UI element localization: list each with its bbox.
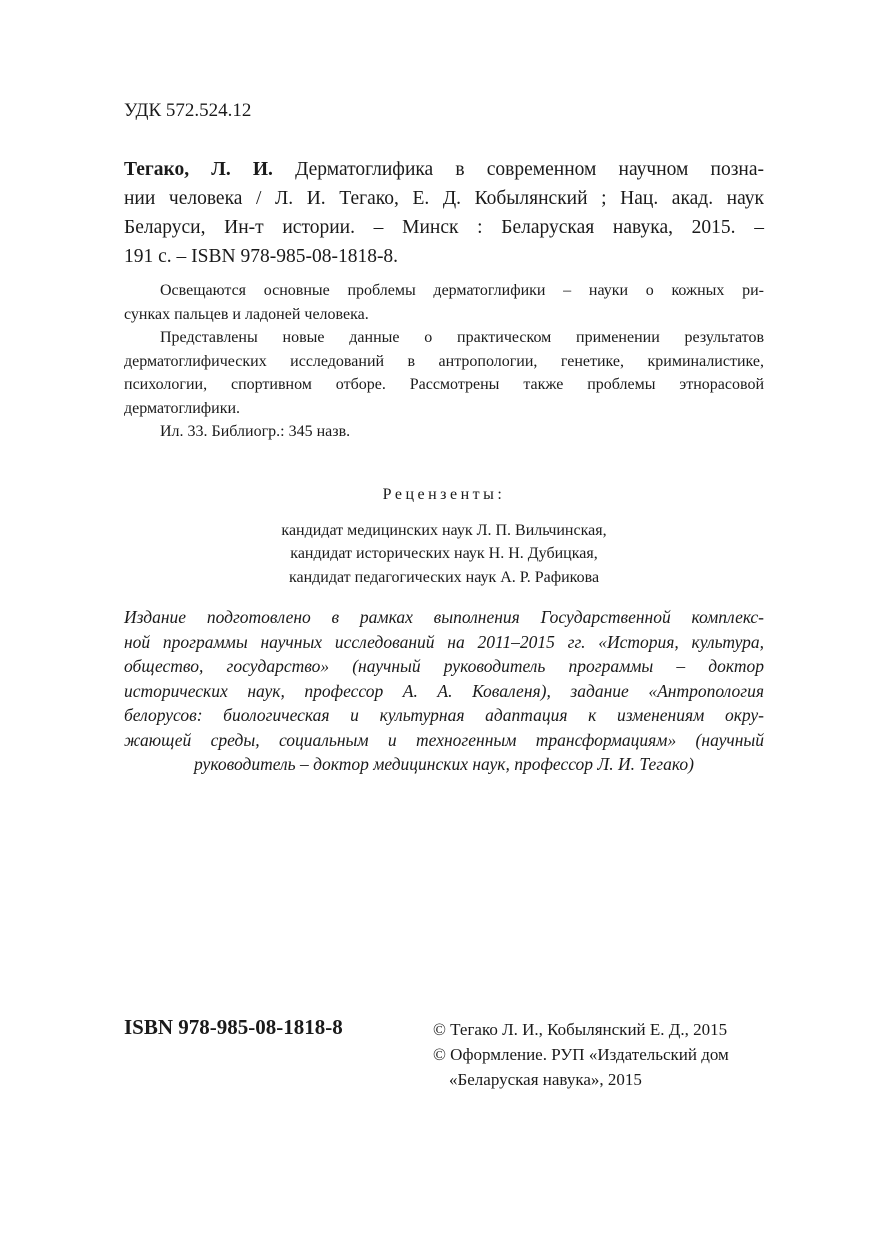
reviewer-2: кандидат исторических наук Н. Н. Дубицкая, [290, 545, 598, 562]
reviewer-3: кандидат педагогических наук А. Р. Рафикова [288, 568, 600, 586]
reviewers-block [124, 483, 764, 589]
annotation-illustrations: Ил. 33. Библиогр.: 345 назв. [160, 423, 351, 440]
reviewer-1: кандидат медицинских наук Л. П. Вильчинская, [281, 521, 607, 539]
funding-line-7: руководитель – доктор медицинских наук, профессор Л. И. Тегако) [194, 754, 694, 774]
annotation-line-1: Освещаются основные проблемы дерматоглифики – науки о кожных ри- [160, 282, 764, 299]
annotation-line-2: сунках пальцев и ладоней человека. [124, 305, 369, 323]
annotation-line-3: Представлены новые данные о практическом применении результатов [160, 329, 764, 346]
isbn: ISBN 978-985-08-1818-8 [124, 1015, 343, 1039]
funding-line-4: исторических наук, профессор А. А. Коваленя), задание «Антропология [124, 680, 764, 701]
funding-note [124, 605, 764, 777]
bib-line-4: 191 с. – ISBN 978-985-08-1818-8. [124, 246, 399, 267]
bib-title-start: Дерматоглифика в современном научном позна- [272, 159, 765, 180]
bib-author: Тегако, Л. И. [124, 159, 273, 180]
bib-line-1 [124, 155, 764, 184]
bib-line-3: Беларуси, Ин-т истории. – Минск : Беларуская навука, 2015. – [124, 217, 764, 238]
annotation-line-5: психологии, спортивном отборе. Рассмотрены также проблемы этнорасовой [124, 376, 764, 393]
annotation-line-6: дерматоглифики. [124, 399, 241, 417]
annotation [124, 279, 764, 444]
funding-line-6: жающей среды, социальным и техногенным трансформациям» (научный [124, 729, 764, 750]
funding-line-3: общество, государство» (научный руководитель программы – доктор [124, 656, 764, 676]
copyright-line-2: © Оформление. РУП «Издательский дом [433, 1045, 729, 1064]
funding-line-2: ной программы научных исследований на 2011–2015 гг. «История, культура, [124, 631, 764, 652]
bib-line-2: нии человека / Л. И. Тегако, Е. Д. Кобылянский ; Нац. акад. наук [124, 188, 764, 209]
udk-code: УДК 572.524.12 [124, 100, 252, 121]
reviewers-title: Рецензенты: [382, 486, 506, 503]
copyright-block [433, 1017, 729, 1092]
copyright-line-1: © Тегако Л. И., Кобылянский Е. Д., 2015 [433, 1020, 728, 1039]
funding-line-1: Издание подготовлено в рамках выполнения Государственной комплекс- [124, 607, 764, 627]
funding-line-5: белорусов: биологическая и культурная адаптация к изменениям окру- [124, 705, 764, 725]
annotation-line-4: дерматоглифических исследований в антропологии, генетике, криминалистике, [124, 352, 764, 370]
bibliographic-record [124, 155, 764, 271]
copyright-line-3: «Беларуская навука», 2015 [449, 1070, 642, 1089]
